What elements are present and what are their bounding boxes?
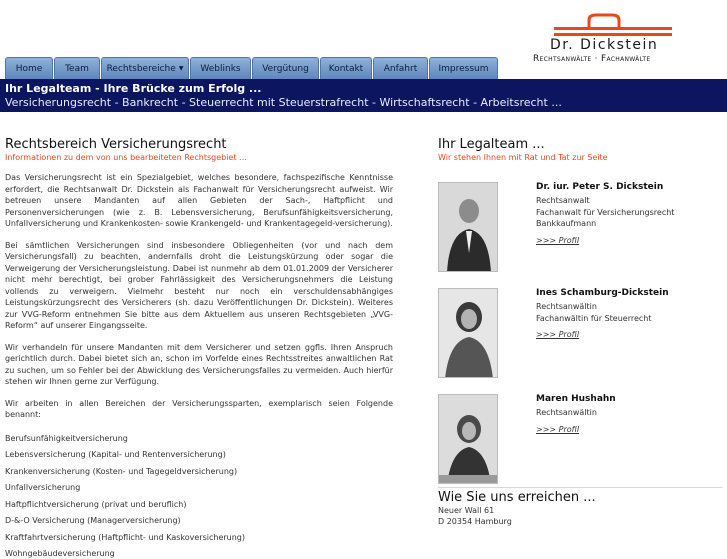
contact-city: D 20354 Hamburg bbox=[438, 517, 512, 526]
nav-anfahrt[interactable]: Anfahrt bbox=[373, 57, 428, 79]
team-heading: Ihr Legalteam ... bbox=[438, 137, 545, 152]
logo-tagline: Rechtsanwälte · Fachanwälte bbox=[533, 54, 651, 64]
team-member bbox=[438, 288, 718, 394]
nav-weblinks[interactable]: Weblinks bbox=[190, 57, 251, 79]
contact-street: Neuer Wall 61 bbox=[438, 506, 495, 515]
main-content bbox=[5, 137, 393, 559]
profile-link[interactable]: >>> Profil bbox=[536, 235, 580, 245]
member-name: Ines Schamburg-Dickstein bbox=[536, 288, 669, 298]
dropdown-arrow-icon: ▼ bbox=[178, 65, 184, 72]
list-item: Wohngebäudeversicherung bbox=[5, 549, 115, 558]
nav-home[interactable]: Home bbox=[5, 57, 53, 79]
profile-link[interactable]: >>> Profil bbox=[536, 424, 580, 434]
banner-title: Ihr Legalteam - Ihre Brücke zum Erfolg ... bbox=[5, 82, 262, 95]
member-title: Rechtsanwalt bbox=[536, 196, 590, 205]
portrait-photo bbox=[438, 182, 498, 272]
divider bbox=[438, 487, 723, 488]
main-nav bbox=[5, 55, 498, 79]
team-member bbox=[438, 394, 718, 500]
list-item: Berufsunfähigkeitversicherung bbox=[5, 433, 128, 443]
nav-kontakt[interactable]: Kontakt bbox=[320, 57, 372, 79]
portrait-photo bbox=[438, 288, 498, 378]
page-subtitle: Informationen zu dem von uns bearbeiteten Rechtsgebiet ... bbox=[5, 153, 247, 162]
nav-team[interactable]: Team bbox=[54, 57, 100, 79]
team-subheading: Wir stehen Ihnen mit Rat und Tat zur Seite bbox=[438, 153, 608, 162]
banner-subtitle: Versicherungsrecht - Bankrecht - Steuerrecht mit Steuerstrafrecht - Wirtschaftsrecht - Arbeitsrecht ... bbox=[5, 96, 562, 109]
nav-verguetung[interactable]: Vergütung bbox=[252, 57, 319, 79]
member-title: Fachanwalt für Versicherungsrecht bbox=[536, 207, 675, 217]
member-name: Dr. iur. Peter S. Dickstein bbox=[536, 182, 664, 192]
logo-name: Dr. Dickstein bbox=[550, 37, 659, 53]
profile-link[interactable]: >>> Profil bbox=[536, 330, 580, 339]
list-item: D-&-O Versicherung (Managerversicherung) bbox=[5, 516, 181, 525]
team-member bbox=[438, 182, 718, 288]
list-item: Haftpflichtversicherung (privat und beruflich) bbox=[5, 499, 187, 509]
member-title: Rechtsanwältin bbox=[536, 408, 597, 417]
page-title: Rechtsbereich Versicherungsrecht bbox=[5, 137, 227, 152]
member-title: Rechtsanwältin bbox=[536, 302, 597, 311]
member-title: Fachanwältin für Steuerrecht bbox=[536, 313, 652, 323]
list-item: Unfallversicherung bbox=[5, 483, 81, 492]
list-item: Krankenversicherung (Kosten- und Tagegeldversicherung) bbox=[5, 466, 238, 476]
member-title: Bankkaufmann bbox=[536, 219, 597, 228]
list-item: Kraftfahrtversicherung (Haftpflicht- und Kaskoversicherung) bbox=[5, 532, 246, 542]
banner bbox=[0, 79, 727, 112]
nav-rechtsbereiche[interactable]: Rechtsbereiche ▼ bbox=[101, 57, 189, 79]
list-item: Lebensversicherung (Kapital- und Rentenversicherung) bbox=[5, 450, 226, 459]
portrait-photo bbox=[438, 394, 498, 484]
team-sidebar bbox=[438, 137, 718, 500]
paragraph: Das Versicherungsrecht ist ein Spezialgebiet, welches besondere, fachspezifische Kenntnisse erfordert, die Rechtsanwalt Dr. Dickstein als Fachanwalt für Versicherungsrecht aufweist. Wir betreuen unsere Mandanten auf allen Gebieten der Sach-, Haftpflicht und Personenversicherungen (wie z. B. Lebensversicherung, Berufsunfähigkeitsversicherung, Unfallversicherung und Krankenkosten- sowie Krankengeld- und Krankentagegeld-versicherung). bbox=[5, 173, 393, 228]
paragraph: Wir verhandeln für unsere Mandanten mit dem Versicherer und setzen ggfls. Ihren Anspruch gerichtlich durch. Dabei bietet sich an, schon im Vorfelde eines Rechtsstreites anwaltlichen Rat zu suchen, um so Fehler bei der Abwicklung des Versicherungsfalles zu vermeiden. Auch hierfür stehen wir Ihnen gerne zur Verfügung. bbox=[5, 342, 393, 386]
member-name: Maren Hushahn bbox=[536, 394, 616, 404]
nav-impressum[interactable]: Impressum bbox=[429, 57, 498, 79]
paragraph: Bei sämtlichen Versicherungen sind insbesondere Obliegenheiten (vor und nach dem Versicherungsfall) zu beachten, andernfalls droht die Leistungskürzung oder sogar die Verweigerung der Versicherungsleistung. Dabei ist nunmehr ab dem 01.01.2009 der Versicherer nicht mehr berechtigt, bei grober Fahrlässigkeit des Versicherungsnehmers die Leistung vollends zu verweigern. Vielmehr besteht nur noch ein verschuldensabhängiges Leistungskürzungsrecht des Versicherers (sh. dazu Veröffentlichungen Dr. Dickstein). Weiteres zur VVG-Reform entnehmen Sie bitte aus dem Aktuellem aus unseren Rechtsgebieten „VVG-Reform“ auf unserer Eingangsseite. bbox=[5, 240, 393, 330]
contact-heading: Wie Sie uns erreichen ... bbox=[438, 490, 596, 505]
paragraph: Wir arbeiten in allen Bereichen der Versicherungssparten, exemplarisch seien Folgende benannt: bbox=[5, 398, 393, 419]
